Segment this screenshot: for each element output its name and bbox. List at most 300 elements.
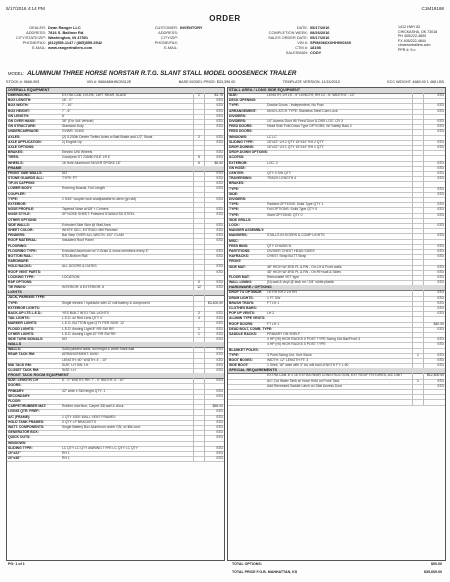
row-label: DIVIDERS: — [229, 113, 247, 118]
row-label: SIDE WALLS: — [8, 222, 30, 227]
header-field-value: 18198 — [310, 45, 321, 51]
row-price: STD — [204, 249, 224, 254]
row-price: STD — [204, 181, 224, 186]
row-price: STD — [423, 327, 445, 332]
row-label: SHEET COLOR: — [8, 228, 34, 232]
row-price — [423, 399, 445, 404]
row-price: STD — [204, 119, 224, 124]
equipment-row — [228, 399, 445, 405]
row-label: PRIMARY: — [8, 388, 25, 393]
row-label: BOX WIDTH: — [8, 103, 29, 108]
row-price: $12,400.00 — [423, 373, 445, 378]
row-price: STD — [204, 150, 224, 155]
row-value: 1 Shell, 18" wide with 3" lid, will fold LENGTH FT: 1.50 — [267, 363, 349, 368]
row-price: STD — [423, 280, 445, 285]
row-label: NOSE STYLE: — [8, 212, 31, 217]
row-label: TYPE: — [229, 186, 239, 191]
row-price: STD — [204, 327, 224, 332]
row-label: WHEELS: — [8, 160, 24, 165]
row-price: STD — [204, 332, 224, 337]
row-value: 1 FT SW — [267, 295, 281, 300]
row-label: DROP-DOWNS: — [229, 145, 255, 149]
row-label: JACK, PARKING TYPE: — [8, 295, 46, 300]
row-label: FLOORING: — [8, 243, 28, 248]
row-label: GENERATOR BOX: — [8, 430, 39, 435]
row-price: STD — [423, 93, 445, 98]
row-label: TYPE: — [229, 212, 239, 217]
row-label: FLOOR: — [8, 399, 21, 403]
row-price: STD — [423, 187, 445, 192]
row-price: $3,400.00 — [204, 301, 224, 306]
row-label: TIP-IN CAPPING: — [8, 181, 36, 186]
header-field-label: SALES ORDER DATE: — [268, 35, 308, 41]
row-price: STD — [204, 114, 224, 119]
row-price: STD — [423, 379, 445, 384]
row-label: LOCK: — [229, 223, 240, 227]
row-value: TRACK LENGTH 4 — [267, 176, 297, 181]
row-price: STD — [423, 233, 445, 238]
row-value: Rubber mat floor, Carpet 3/8 wall & clock — [62, 404, 124, 409]
row-label: FRONT SIDE WALLS: — [8, 170, 43, 175]
row-value: RH 1 — [62, 451, 70, 455]
row-value: 7' - 6" — [62, 108, 71, 113]
row-value: SIZE: LH SW: LH — [62, 362, 89, 367]
row-label: TYPE: — [229, 207, 239, 212]
row-quantity: 1 — [193, 93, 204, 98]
row-label: TYPE: — [229, 202, 239, 207]
header-field-value: 7816 S. Ballinor Rd. — [48, 30, 85, 36]
row-price: $55.00 — [204, 404, 224, 409]
row-price: STD — [204, 140, 224, 145]
row-label: DECK OPENING: — [229, 98, 257, 103]
header-field-value: (812)555-1147 / (865)555-3542 — [48, 40, 103, 46]
row-value: 7' - 10" — [62, 103, 73, 108]
page-number: PG: 1 of 1 — [8, 562, 25, 566]
row-label: WALLS: — [8, 347, 21, 352]
row-price: STD — [204, 430, 224, 435]
row-value: 2) Engine Up — [62, 139, 82, 144]
header-field-label: SALESMAN: — [285, 50, 308, 56]
row-value: Slant OPTIONS: QTY 0 — [267, 212, 303, 217]
row-label: SIDE BOOT: — [229, 363, 249, 368]
row-label: BOTTOM RAIL: — [8, 254, 33, 258]
dealer-info — [6, 25, 136, 50]
row-value — [267, 399, 412, 404]
row-label: OTHER LIGHTS: — [8, 331, 35, 336]
row-price: STD — [423, 311, 445, 316]
row-label: DIMENSIONS: — [8, 93, 31, 97]
row-price: STD — [204, 207, 224, 212]
row-price: STD — [204, 316, 224, 321]
row-price: STD — [204, 394, 224, 399]
row-quantity: 4 — [193, 316, 204, 321]
header-field-label: DEALER: — [29, 25, 46, 30]
page-title: ORDER — [209, 14, 241, 23]
row-label: TAIL LIGHTS: — [8, 316, 30, 321]
header-field — [6, 45, 136, 50]
row-value: Single electric / hydraulic with 12 volt battery & component — [62, 300, 150, 305]
row-value: PRIMARY ON SHELF — [267, 332, 301, 336]
row-label: FLOORING TYPE: — [8, 248, 37, 253]
vin-number: VIN #: 9666486HBCB312E — [86, 80, 132, 84]
right-equipment-panel — [227, 87, 446, 561]
row-value: Standard Duty — [62, 124, 84, 129]
row-price: STD — [423, 306, 445, 311]
row-price: STD — [423, 337, 445, 342]
row-label: FEED BINS: — [229, 243, 249, 248]
row-price: $1.75 — [204, 93, 224, 98]
row-value: 15"x22" LH 2 QTY 15"x34" RH 2 QTY — [267, 139, 324, 144]
row-label: POP UP VENTS: — [229, 311, 256, 316]
row-label: SIDE TURN SIGNALS: — [8, 337, 44, 341]
row-quantity: 1 — [412, 379, 423, 384]
row-value: 1 QTY SIDE WALL VENT FRAMES — [62, 414, 116, 419]
order-header — [6, 25, 444, 65]
row-label: DROP TO OPTIMIZE: — [229, 290, 263, 295]
total-options-value: $00.00 — [431, 562, 442, 566]
row-price: STD — [423, 353, 445, 358]
row-value: Removable VET type — [267, 275, 299, 279]
row-label: SLIDING TYPE: — [8, 445, 33, 450]
row-value: FT LH 1 — [267, 321, 280, 326]
stock-number: STOCK #: 9666-993 — [6, 80, 40, 84]
row-price: STD — [423, 140, 445, 145]
ecc-weight: ECC WEIGHT: 4680.00 1 468 LBS — [387, 80, 444, 84]
row-value: LC QTY LC QTY AWNING TYPE LC QTY LC QTY — [62, 445, 138, 450]
row-price: STD — [204, 212, 224, 217]
row-price: STD — [423, 202, 445, 207]
row-value: 36" (For 4x4 Vehicle) — [62, 119, 94, 123]
row-label: DEAD BOLT, COMB. TYPE: — [229, 326, 273, 331]
row-value: 48" HIGH W/ 3RD PL & RN - On RH wall & Sides — [267, 269, 341, 274]
row-quantity — [193, 456, 204, 461]
row-value: 4 HP (Hi) HIGH RACKS 0 POST TYPE — [267, 342, 326, 347]
row-label: FENDERS: — [8, 233, 26, 238]
header-field-value: www.rangertrailers.com — [48, 45, 93, 51]
row-label: WATT. COMPONENTS: — [8, 425, 45, 429]
row-value: GVWR: 10400 — [62, 129, 84, 134]
row-value: Bar Step OVER ALL WIDTH: 102" CLAM — [62, 233, 124, 238]
row-price: STD — [204, 176, 224, 181]
row-value: 15"x22" LH 1 QTY 15"x34" RH 1 QTY — [267, 145, 324, 149]
row-quantity: 2 — [193, 135, 204, 140]
row-label: DOORS: — [8, 383, 22, 388]
address-line: PH 405/222-4800 — [398, 34, 427, 39]
row-label: SIZE: — [229, 93, 238, 97]
row-price: STD — [423, 358, 445, 363]
row-value: STD-Bottom Rail — [62, 254, 88, 258]
row-value: Solid padded walls, full height & width Slant wall — [62, 347, 135, 352]
section-title: OVERALL EQUIPMENT — [8, 88, 50, 92]
section-title: HARDWARE / OPTIONS — [229, 285, 272, 290]
row-price: STD — [204, 420, 224, 425]
row-price: STD — [204, 352, 224, 357]
row-price: STD — [423, 296, 445, 301]
row-price: STD — [204, 347, 224, 352]
row-label: 15"x22" — [8, 451, 21, 455]
row-value: Goodyear ST 235/80 R16" LR E — [62, 155, 111, 160]
row-price: STD — [204, 311, 224, 316]
row-price: STD — [204, 233, 224, 238]
row-value: YES BUILT INTO TAIL LIGHTS — [62, 311, 109, 315]
header-field-label: CUSTOMER: — [154, 25, 178, 30]
address-line: PPR #: 9.o — [398, 47, 416, 52]
row-price: STD — [423, 301, 445, 306]
row-value: L.E.D. Awning Light 10" RR SW RR — [62, 331, 116, 336]
row-price: STD — [423, 290, 445, 295]
row-value: LC LC — [267, 134, 277, 139]
row-label: BRAKES: — [8, 150, 24, 155]
row-value: 0 QTY LP BRACKETS — [62, 419, 96, 424]
row-value: Double Doors - Independent, No Post — [267, 103, 324, 108]
row-label: TYPE: — [8, 196, 18, 201]
row-value: Padded OPTIONS: Solid Type QTY 1 — [267, 202, 324, 207]
document-id: C1M19198 — [421, 6, 444, 11]
row-label: DIVIDERS: — [229, 197, 247, 201]
row-price: STD — [204, 270, 224, 275]
row-value: 8' — [62, 113, 65, 118]
row-quantity: 12 — [193, 285, 204, 290]
row-label: HOLD TANK FRAMES: — [8, 419, 45, 424]
row-label: ACCESS: — [229, 155, 245, 160]
row-label: GN LENGTH: — [8, 113, 30, 118]
row-label — [228, 399, 267, 404]
row-price: STD — [423, 244, 445, 249]
row-value: CHEST Strap BUTT Strap — [267, 254, 307, 259]
row-value: Head Side Fold Down Type OPTIONS: W/ Safety Bars 2 — [267, 124, 352, 129]
row-quantity: 1 — [412, 353, 423, 358]
row-quantity: 5 — [193, 161, 204, 166]
section-title: FRONT TACK ROOM EQUIPMENT — [8, 373, 69, 378]
row-label: REAR TACK RM: — [8, 352, 36, 357]
row-price: STD — [423, 109, 445, 114]
row-price: STD — [204, 186, 224, 191]
row-label: WINDOWS: — [8, 440, 27, 445]
row-price: STD — [423, 249, 445, 254]
row-value: ALL DOORS & GATES — [62, 264, 97, 269]
row-value: L.E.D. BUTTON type QTY PER SIDE: 12 — [62, 321, 124, 326]
row-value: 60/40 LATCH TYPE: Stainless Steel Cam Lock — [267, 108, 338, 113]
header-field-value: INVENTORY — [180, 25, 203, 30]
row-label: FEED DOORS: — [229, 124, 253, 129]
row-label: ALUMIN TYPE VENTS: — [229, 316, 266, 321]
row-label: ROOF DOORS: — [229, 321, 254, 326]
row-value: Tapered Nose w/1/8" r Corners — [62, 207, 109, 212]
row-label: A/C (FRAME): — [8, 414, 31, 419]
address-line: cimarrontrailers.com — [398, 43, 431, 48]
row-value: L.E.D. Awning Light 8" RR SW RR — [62, 326, 114, 331]
row-price: STD — [204, 171, 224, 176]
row-value: 14" Access Door W/ Feed Door & DRS LOC: CR 3 — [267, 119, 343, 123]
header-field-label: CITY/STATE/ZIP: — [15, 35, 46, 41]
row-value: ARRANGEMENT: 60/40 — [62, 352, 99, 357]
row-label: CARPET/RUBBER MAT: — [8, 404, 47, 409]
row-value: TYPE: PT — [62, 176, 78, 180]
row-label: SIDE GRILLS: — [229, 217, 252, 222]
row-label: HOLD BACKS: — [8, 264, 32, 269]
row-price: STD — [204, 456, 224, 461]
row-value: SP NOSE SHEET: Polished STAINLESS STEEL — [62, 212, 135, 217]
row-price: $0.00 — [204, 161, 224, 166]
row-value: Single Battery Box Aluminum under GN, w/ tilts cont. — [62, 425, 141, 429]
header-field-value: CODY — [310, 50, 322, 56]
row-label: TYPE: — [8, 300, 18, 305]
row-value: FT LH 1 — [267, 300, 280, 305]
row-label: FLOOR MAT: — [229, 275, 250, 279]
header-field-label: COMPLETION WEEK: — [268, 30, 308, 36]
row-price: STD — [204, 109, 224, 114]
row-quantity — [412, 399, 423, 404]
row-price: STD — [423, 119, 445, 124]
row-price: STD — [204, 358, 224, 363]
print-header — [6, 6, 444, 14]
row-label: CLOTHES BARS: — [229, 306, 257, 310]
row-price: STD — [423, 161, 445, 166]
row-price: STD — [204, 254, 224, 259]
base-model-price: BASE MODEL PRICE: $33,399.00 — [178, 80, 236, 84]
row-label: DIVIDERS: — [229, 119, 247, 123]
header-field-value: Dean Ranger LLC — [48, 25, 81, 30]
section-title: STALL AREA / LONG SIDE EQUIPMENT — [229, 88, 301, 92]
header-field-value: SPM4066XXHH000339 — [310, 40, 351, 46]
model-label: MODEL: — [8, 71, 25, 76]
row-price: STD — [423, 275, 445, 280]
row-value: 16 Hole Aluminum SILVER SPOKE 16" — [62, 160, 121, 165]
row-price: $40.00 — [423, 322, 445, 327]
row-price: STD — [423, 176, 445, 181]
row-label: TRAVERSING: — [229, 176, 253, 181]
header-field-label: ADDRESS: — [158, 30, 178, 36]
row-value: (N) wall & vinyl @ tack rm / 3/4" white plastic — [267, 280, 335, 285]
row-label: BRUSH TRAYS: — [229, 300, 255, 305]
row-label: SIDE MAT: — [229, 264, 246, 269]
row-value: (2) 5,200lb Dexter Torflex Axles w Batt Brake and 1/2" Studs — [62, 134, 153, 139]
header-field-label: VIN #: — [297, 40, 308, 46]
row-label: EXTERIOR: — [229, 160, 248, 165]
row-value: 6' - 0" WIDTH, RH: 7' - 0" WIDTH: 4' - 10" — [62, 378, 125, 383]
row-value: RH 1 — [62, 456, 70, 461]
row-price: STD — [204, 451, 224, 456]
row-value: 16' - 0" — [62, 98, 73, 103]
section-title: WALLS — [8, 342, 22, 347]
header-field-label: DATE: — [296, 25, 308, 30]
header-field-value: 05/17/2016 — [310, 25, 330, 30]
row-label: FLOOD LIGHTS: — [8, 326, 35, 331]
order-info — [258, 25, 378, 56]
row-price: STD — [204, 228, 224, 233]
row-value: L.E.D. w/ Red Lens QTY 4 — [62, 316, 102, 321]
row-label: LIVING QTR. PREP: — [8, 409, 40, 414]
row-label: GN STRUCTURE: — [8, 124, 37, 129]
row-label: COUPLER: — [8, 191, 26, 196]
row-label: HAYRACKS: — [229, 254, 250, 259]
row-price: STD — [423, 171, 445, 176]
row-label: MARKER LIGHTS: — [8, 321, 38, 326]
row-price: STD — [423, 363, 445, 368]
row-label: MID TACK RM: — [8, 362, 32, 367]
row-label: MANGER ASSEMBLY: — [229, 228, 265, 233]
model-line — [8, 70, 442, 79]
row-value: 3 Point Swing Out, Sort Stock — [267, 352, 312, 357]
row-value: NO — [62, 170, 68, 175]
row-price: STD — [204, 425, 224, 430]
row-price: STD — [204, 435, 224, 440]
header-field-label: E-MAIL: — [163, 45, 178, 51]
row-value: LENGTH: 60" WIDTH: 4' - 10" — [62, 357, 108, 362]
row-label: FRONT: — [229, 259, 242, 264]
left-equipment-panel — [6, 87, 225, 561]
row-price: STD — [423, 213, 445, 218]
row-value: Electric UNI Wheels — [62, 150, 93, 155]
row-label: BRAKES: — [229, 181, 245, 186]
row-price: STD — [423, 145, 445, 150]
row-label: OTHER OPTIONS: — [8, 217, 38, 222]
row-quantity: 5 — [193, 155, 204, 160]
row-price: STD — [423, 103, 445, 108]
row-label: CENTER: — [229, 171, 245, 175]
row-label: TYPE: — [229, 352, 239, 357]
row-label: TIE RINGS: — [8, 285, 27, 290]
row-label: ROOF MATERIAL: — [8, 238, 38, 243]
row-label: TIRES: — [8, 155, 20, 160]
row-value: Add Recessed Saddle Latch on Side Access Door — [267, 383, 343, 388]
row-price: STD — [204, 321, 224, 326]
header-field-label: PHONE/FAX: — [22, 40, 46, 46]
row-label: PARTITIONS: — [229, 249, 251, 253]
row-label: GN OVER HANG: — [8, 119, 36, 123]
row-label: WALL LINING: — [229, 280, 253, 285]
row-label: MANGERS: — [229, 233, 248, 238]
row-price: STD — [204, 238, 224, 243]
row-price: STD — [423, 254, 445, 259]
row-value: WHITE SEC. EXTRUD: Mill Finished — [62, 228, 118, 232]
row-label: AXLE APPLICATION: — [8, 139, 42, 144]
row-value: EXTRA CAB, 10'LRE, 16FT REAR, SLANT — [62, 93, 127, 97]
row-price: STD — [423, 342, 445, 347]
print-timestamp: 5/17/2016 4:14 PM — [6, 6, 45, 11]
header-field-label: E-MAIL: — [31, 45, 46, 51]
row-price: STD — [204, 155, 224, 160]
row-label: WINDOWS: — [229, 134, 248, 139]
row-value: Extruded Side Skin @ Stall Area — [62, 222, 111, 227]
row-label: EXTERIOR: — [8, 202, 27, 206]
row-value: LH RH RH 2 LH RH — [267, 290, 297, 295]
row-value: LOCATION: — [62, 274, 81, 279]
row-label: LOCKING TYPE: — [8, 274, 35, 279]
row-value: LH 2 — [267, 311, 275, 316]
row-label: BACK-UP LTS L.E.D.: — [8, 311, 43, 315]
row-price: STD — [423, 270, 445, 275]
row-label: STONE GUARDS ALL: — [8, 176, 44, 180]
address-line: 1412 HWY 62 — [398, 25, 421, 29]
row-value: 4 HP (Hi) HIGH RACKS 0 POST TYPE Swing Out Bar/Front 3 — [267, 337, 361, 342]
row-label: SIDE: — [229, 191, 239, 196]
row-price: STD — [204, 415, 224, 420]
row-label: DRUM LIGHTS: — [229, 295, 254, 300]
row-value: STALLS IN DOORS & COMP LIGHTS — [267, 233, 325, 238]
row-value: Full OPTIONS: Solid Type QTY 0 — [267, 207, 317, 212]
row-value: SIZE: LH — [62, 368, 76, 372]
row-value: 42" wide x Std height QTY: 1 — [62, 388, 106, 393]
row-label: GN HOSE: — [229, 165, 246, 170]
header-field-label: CTM #: — [295, 45, 308, 51]
row-label: HARDWARE: — [8, 259, 30, 264]
row-value: LOC: 2 — [267, 160, 278, 165]
row-label: DROP-DOWN OPTIONS: — [229, 150, 268, 155]
section-title: SPECIAL REQUIREMENTS — [229, 368, 278, 373]
row-label: MISC: — [229, 238, 239, 243]
row-label: RAP OPTIONS: — [8, 280, 33, 284]
